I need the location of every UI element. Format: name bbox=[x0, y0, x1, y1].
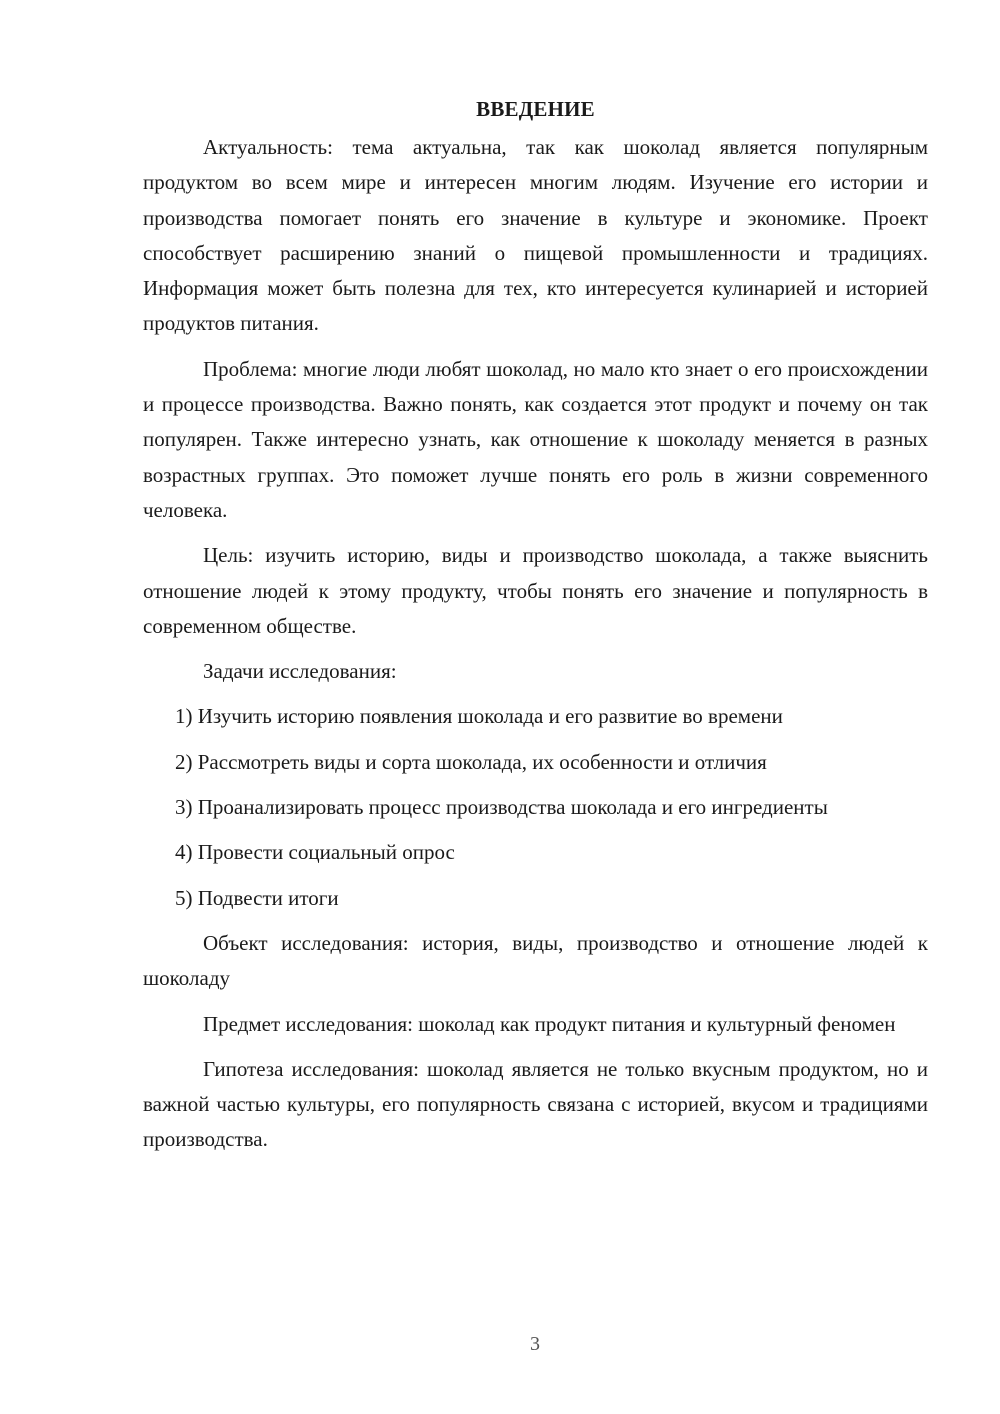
paragraph-subject: Предмет исследования: шоколад как продукт питания и культурный феномен bbox=[203, 1011, 896, 1036]
paragraph-relevance: Актуальность: тема актуальна, так как шоколад является популярным продуктом во всем мире и интересен многим людям. Изучение его истории и производства помогает понять его значение в культуре и экономике. Проект способствует расширению знаний о пищевой промышленности и традициях. Информация может быть полезна для тех, кто интересуется кулинарией и историей продуктов питания. bbox=[143, 135, 928, 336]
list-item-task-2: 2) Рассмотреть виды и сорта шоколада, их особенности и отличия bbox=[175, 749, 767, 774]
tasks-heading: Задачи исследования: bbox=[203, 659, 397, 684]
list-item-task-1: 1) Изучить историю появления шоколада и его развитие во времени bbox=[175, 704, 783, 729]
document-page bbox=[143, 92, 928, 1158]
paragraph-object: Объект исследования: история, виды, производство и отношение людей к шоколаду bbox=[143, 930, 928, 991]
list-item-task-5: 5) Подвести итоги bbox=[175, 885, 339, 910]
section-title: ВВЕДЕНИЕ bbox=[476, 97, 595, 121]
paragraph-goal: Цель: изучить историю, виды и производство шоколада, а также выяснить отношение людей к этому продукту, чтобы понять его значение и популярность в современном обществе. bbox=[143, 543, 928, 638]
list-item-task-3: 3) Проанализировать процесс производства шоколада и его ингредиенты bbox=[175, 795, 828, 820]
list-item-task-4: 4) Провести социальный опрос bbox=[175, 840, 455, 865]
page-number: 3 bbox=[530, 1333, 540, 1355]
paragraph-hypothesis: Гипотеза исследования: шоколад является не только вкусным продуктом, но и важной частью культуры, его популярность связана с историей, вкусом и традициями производства. bbox=[143, 1056, 928, 1152]
paragraph-problem: Проблема: многие люди любят шоколад, но мало кто знает о его происхождении и процессе производства. Важно понять, как создается этот продукт и почему он так популярен. Также интересно узнать, как отношение к шоколаду меняется в разных возрастных группах. Это поможет лучше понять его роль в жизни современного человека. bbox=[143, 356, 928, 522]
